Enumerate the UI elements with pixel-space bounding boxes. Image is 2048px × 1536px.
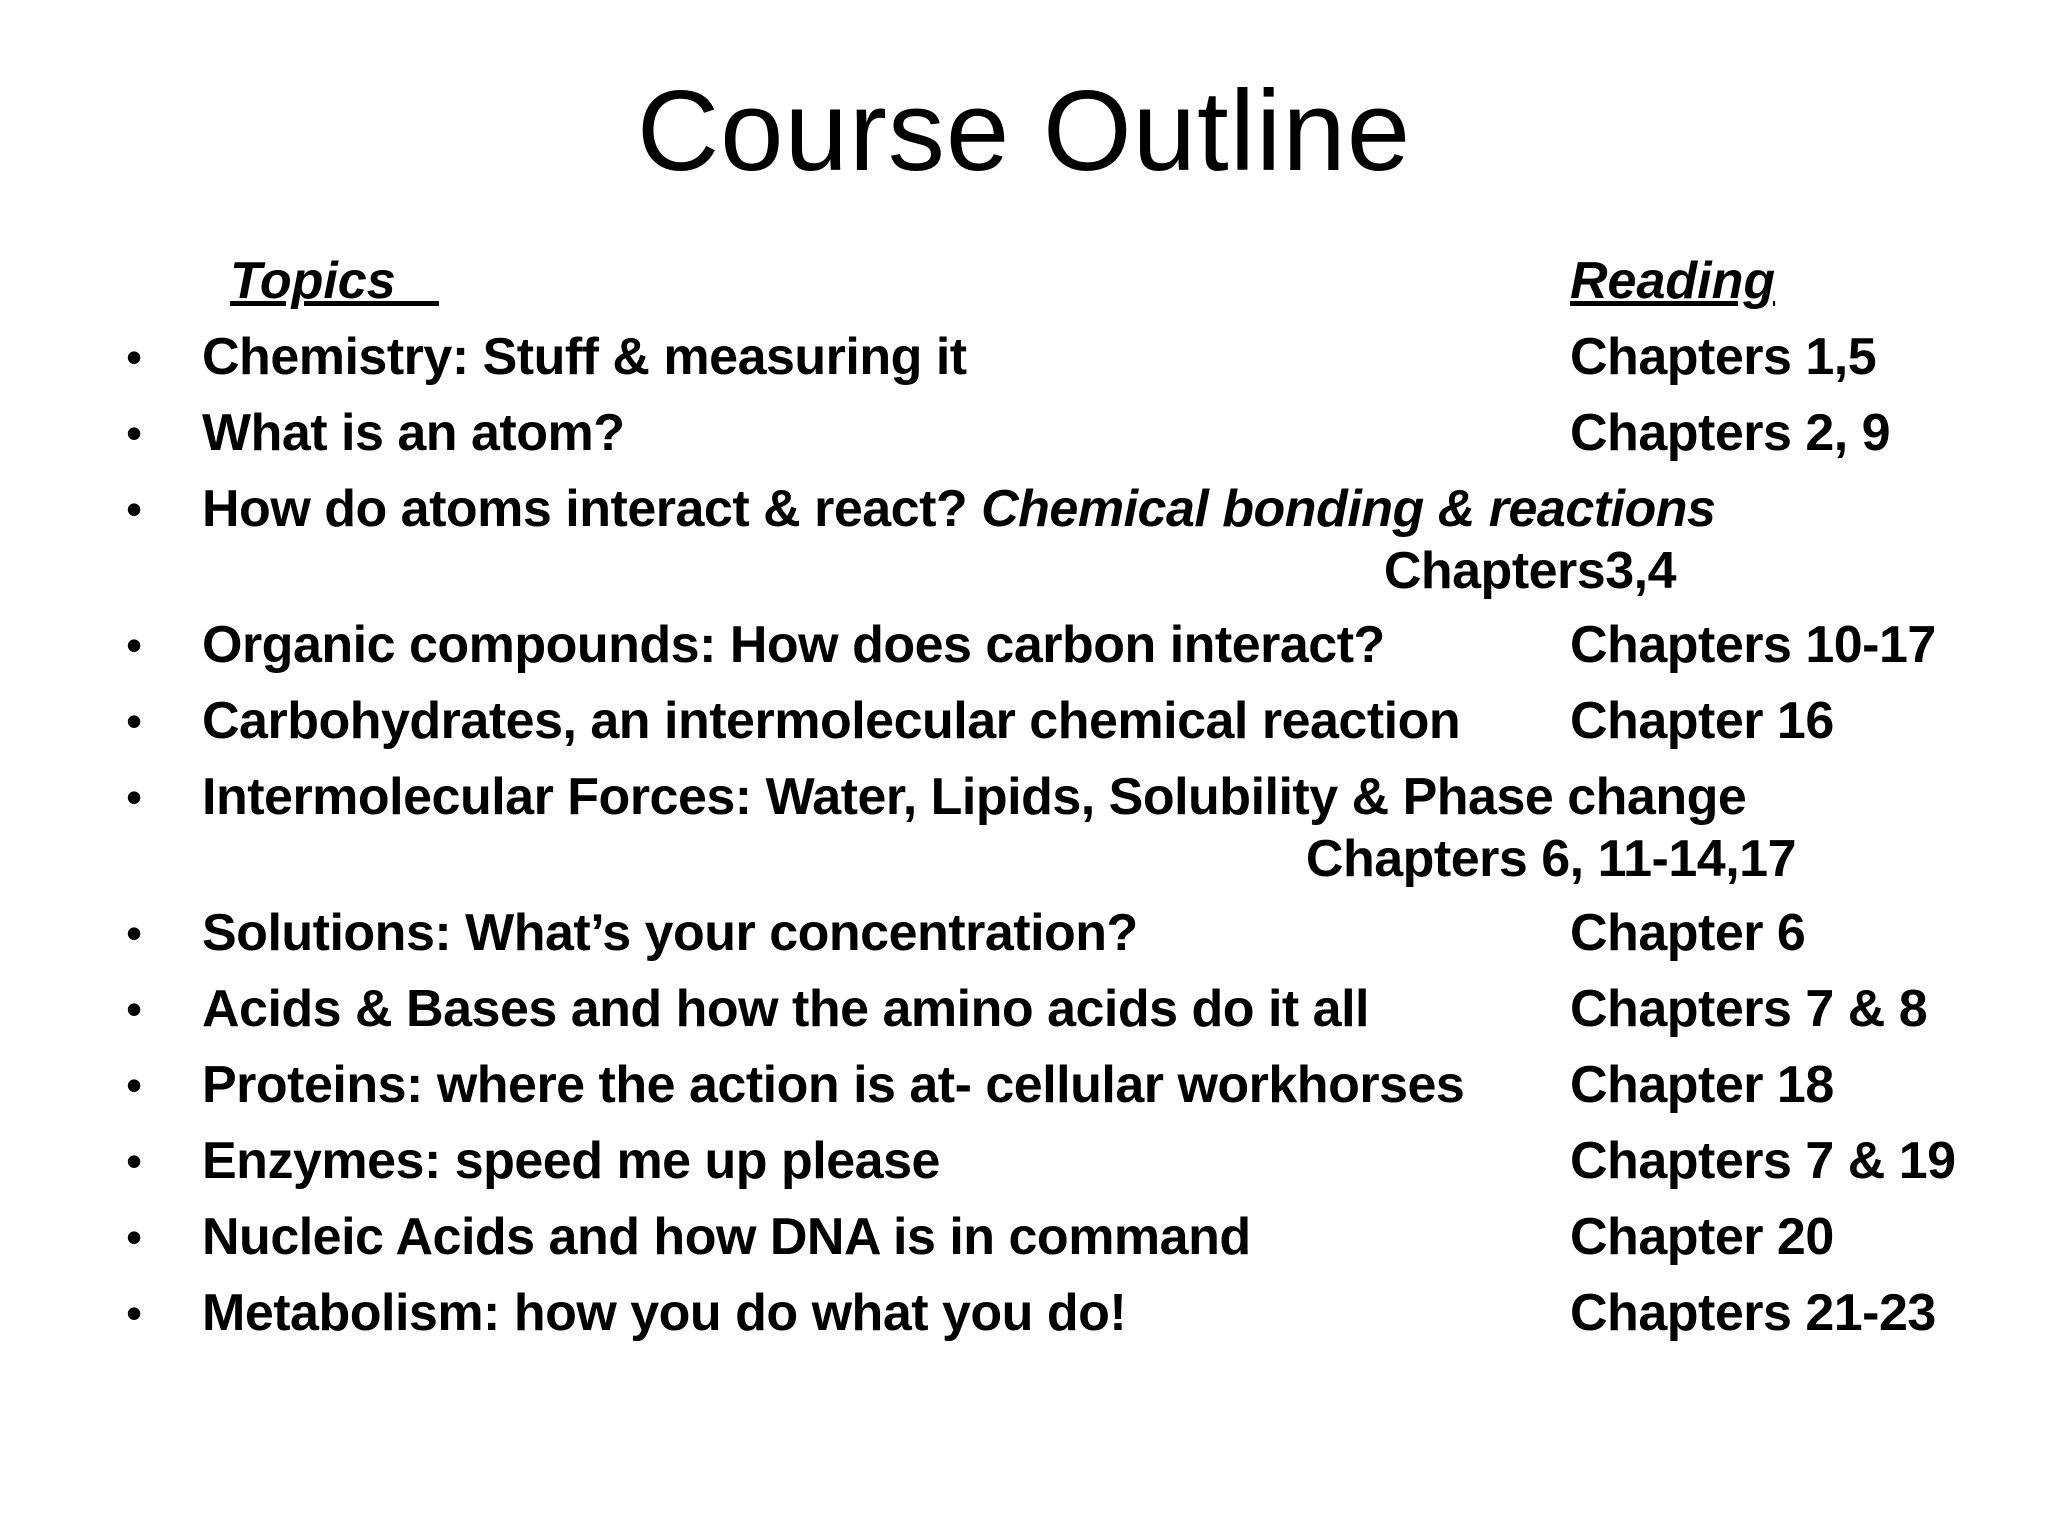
bullet-icon: • bbox=[126, 771, 143, 823]
bullet-icon: • bbox=[126, 1135, 143, 1187]
topic-emphasis-text: Chemical bonding & reactions bbox=[981, 480, 1716, 538]
reading-column-header: Reading bbox=[1570, 252, 1776, 310]
outline-row bbox=[0, 766, 2048, 888]
outline-topic bbox=[202, 402, 624, 464]
topic-text: Intermolecular Forces: Water, Lipids, Solubility & Phase change bbox=[202, 768, 1747, 826]
bullet-icon: • bbox=[126, 695, 143, 747]
outline-reading: Chapter 20 bbox=[1570, 1208, 1834, 1266]
outline-reading: Chapters 21-23 bbox=[1570, 1284, 1936, 1342]
outline-topic bbox=[202, 478, 1715, 540]
outline-row bbox=[0, 402, 2048, 464]
topic-text: Solutions: What’s your concentration? bbox=[202, 904, 1138, 962]
outline-row bbox=[0, 1054, 2048, 1116]
outline-reading: Chapters 10-17 bbox=[1570, 616, 1936, 674]
topic-text: Carbohydrates, an intermolecular chemical reaction bbox=[202, 692, 1461, 750]
outline-reading: Chapters 2, 9 bbox=[1570, 404, 1891, 462]
outline-reading: Chapter 16 bbox=[1570, 692, 1834, 750]
bullet-icon: • bbox=[126, 1059, 143, 1111]
outline-topic bbox=[202, 1206, 1251, 1268]
bullet-icon: • bbox=[126, 1287, 143, 1339]
outline-topic bbox=[202, 1130, 940, 1192]
outline-topic bbox=[202, 978, 1369, 1040]
topic-text: Chemistry: Stuff & measuring it bbox=[202, 328, 967, 386]
outline-reading: Chapters 7 & 19 bbox=[1570, 1132, 1956, 1190]
outline-row bbox=[0, 902, 2048, 964]
topics-column-header: Topics bbox=[230, 252, 439, 310]
outline-reading: Chapter 6 bbox=[1570, 904, 1806, 962]
outline-row bbox=[0, 1206, 2048, 1268]
outline-row bbox=[0, 1282, 2048, 1344]
outline-row bbox=[0, 978, 2048, 1040]
topic-text: Enzymes: speed me up please bbox=[202, 1132, 940, 1190]
outline-topic bbox=[202, 326, 967, 388]
bullet-icon: • bbox=[126, 983, 143, 1035]
outline-topic bbox=[202, 766, 1746, 828]
topic-text: Proteins: where the action is at- cellular workhorses bbox=[202, 1056, 1465, 1114]
topic-text: Acids & Bases and how the amino acids do it all bbox=[202, 980, 1369, 1038]
outline-reading: Chapters 1,5 bbox=[1570, 328, 1877, 386]
topic-text: What is an atom? bbox=[202, 404, 625, 462]
bullet-icon: • bbox=[126, 619, 143, 671]
outline-topic bbox=[202, 690, 1460, 752]
bullet-icon: • bbox=[126, 907, 143, 959]
page-title: Course Outline bbox=[636, 68, 1412, 195]
topic-text: Organic compounds: How does carbon interact? bbox=[202, 616, 1385, 674]
outline-row bbox=[0, 1130, 2048, 1192]
outline-row bbox=[0, 326, 2048, 388]
outline-row bbox=[0, 614, 2048, 676]
outline-row bbox=[0, 690, 2048, 752]
outline-reading: Chapters3,4 bbox=[1383, 542, 1676, 600]
bullet-icon: • bbox=[126, 1211, 143, 1263]
topic-text: How do atoms interact & react? bbox=[202, 480, 982, 538]
outline-reading: Chapters 6, 11-14,17 bbox=[1305, 830, 1796, 888]
bullet-icon: • bbox=[126, 483, 143, 535]
outline-reading: Chapter 18 bbox=[1570, 1056, 1834, 1114]
outline-topic bbox=[202, 1282, 1126, 1344]
bullet-icon: • bbox=[126, 331, 143, 383]
outline-reading: Chapters 7 & 8 bbox=[1570, 980, 1928, 1038]
topic-text: Nucleic Acids and how DNA is in command bbox=[202, 1208, 1251, 1266]
outline-topic bbox=[202, 902, 1138, 964]
outline-topic bbox=[202, 1054, 1464, 1116]
topic-text: Metabolism: how you do what you do! bbox=[202, 1284, 1127, 1342]
bullet-icon: • bbox=[126, 407, 143, 459]
outline-topic bbox=[202, 614, 1385, 676]
outline-row bbox=[0, 478, 2048, 600]
